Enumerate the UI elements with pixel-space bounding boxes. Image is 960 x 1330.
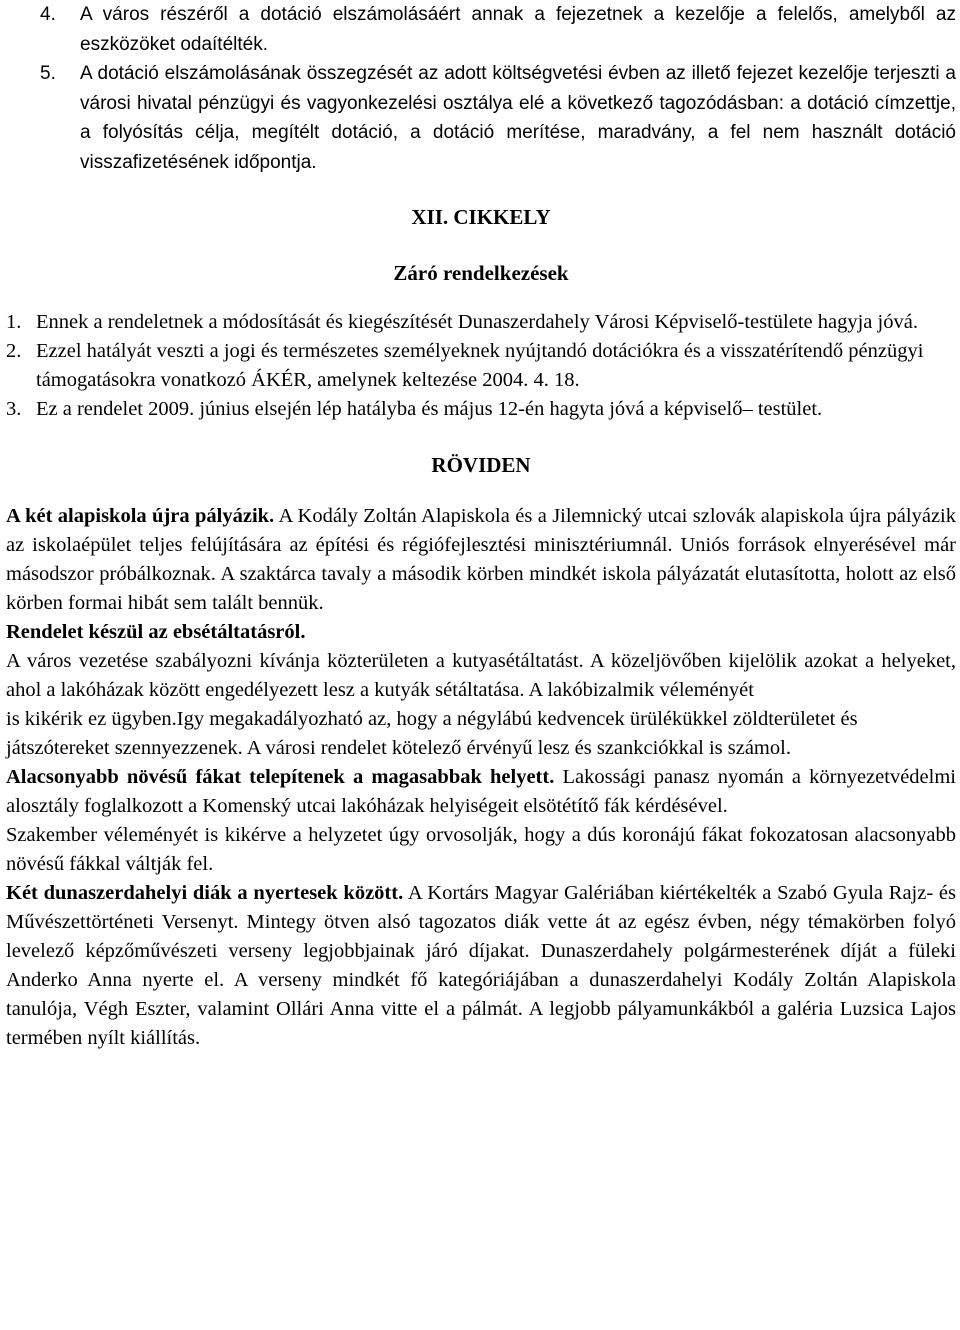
news-paragraph [6, 734, 956, 763]
list-item [6, 59, 956, 177]
news-heading: RÖVIDEN [431, 453, 531, 477]
item-number: 4. [40, 4, 56, 25]
list-item [6, 395, 956, 424]
news-body: Lakossági panasz nyomán a környezetvédelmi alosztály foglalkozott a Komenský utcai lakóházak helyiségeit elsötétítő fák kérdésével. [6, 766, 956, 817]
news-paragraph [6, 618, 956, 647]
news-paragraph [6, 705, 956, 734]
news-headline: Alacsonyabb növésű fákat telepítenek a magasabbak helyett. [6, 766, 555, 788]
news-headline: Rendelet készül az ebsétáltatásról. [6, 621, 306, 643]
item-number: 5. [40, 63, 56, 84]
news-paragraph [6, 502, 956, 618]
item-text: Ezzel hatályát veszti a jogi és természetes személyeknek nyújtandó dotációkra és a visszatérítendő pénzügyi támogatásokra vonatkozó ÁKÉR, amelynek keltezése 2004. 4. 18. [36, 340, 924, 391]
news-paragraph [6, 821, 956, 879]
list-item [6, 337, 956, 395]
document-page [6, 0, 956, 1053]
item-number: 1. [6, 311, 22, 333]
news-paragraph [6, 879, 956, 1053]
item-number: 2. [6, 340, 22, 362]
article-subheading: Záró rendelkezések [393, 261, 569, 285]
section-a [6, 0, 956, 177]
news-headline: A két alapiskola újra pályázik. [6, 505, 275, 527]
news-section [6, 502, 956, 1053]
item-text: Ez a rendelet 2009. június elsején lép hatályba és május 12-én hagyta jóvá a képviselő– testület. [36, 398, 823, 420]
news-body: A Kodály Zoltán Alapiskola és a Jilemnický utcai szlovák alapiskola újra pályázik az iskolaépület teljes felújítására az építési és régiófejlesztési minisztériumnál. Uniós források elnyerésével már másodszor próbálkoznak. A szaktárca tavaly a második körben mindkét iskola pályázatát elutasította, holott az első körben formai hibát sem talált bennük. [6, 505, 956, 614]
item-number: 3. [6, 398, 22, 420]
news-body: A város vezetése szabályozni kívánja közterületen a kutyasétáltatást. A közeljövőben kijelölik azokat a helyeket, ahol a lakóházak között engedélyezett lesz a kutyák sétáltatása. A lakóbizalmik véleményét [6, 650, 956, 701]
news-body: A Kortárs Magyar Galériában kiértékelték a Szabó Gyula Rajz- és Művészettörténeti Versenyt. Mintegy ötven alsó tagozatos diák vette át az egész évben, négy témakörben folyó levelező képzőművészeti verseny legjobbjainak járó díjakat. Dunaszerdahely polgármesterének díját a füleki Anderko Anna nyerte el. A verseny mindkét fő kategóriájában a dunaszerdahelyi Kodály Zoltán Alapiskola tanulója, Végh Eszter, valamint Ollári Anna vitte el a pálmát. A legjobb pályamunkákból a galéria Luzsica Lajos termében nyílt kiállítás. [6, 882, 957, 1049]
article-heading: XII. CIKKELY [411, 205, 551, 229]
news-paragraph [6, 647, 956, 705]
closing-provisions [6, 308, 956, 424]
news-headline: Két dunaszerdahelyi diák a nyertesek között. [6, 882, 404, 904]
list-item [6, 0, 956, 59]
news-paragraph [6, 763, 956, 821]
news-body: is kikérik ez ügyben.Igy megakadályozható az, hogy a négylábú kedvencek ürülékükkel zöldterületet és [6, 708, 858, 730]
news-body: Szakember véleményét is kikérve a helyzetet úgy orvosolják, hogy a dús koronájú fákat fokozatosan alacsonyabb növésű fákkal váltják fel. [6, 824, 956, 875]
item-text: A város részéről a dotáció elszámolásáért annak a fejezetnek a kezelője a felelős, amelyből az eszközöket odaítélték. [80, 4, 956, 55]
list-item [6, 308, 956, 337]
item-text: Ennek a rendeletnek a módosítását és kiegészítését Dunaszerdahely Városi Képviselő-testülete hagyja jóvá. [36, 311, 918, 333]
item-text: A dotáció elszámolásának összegzését az adott költségvetési évben az illető fejezet kezelője terjeszti a városi hivatal pénzügyi és vagyonkezelési osztálya elé a következő tagozódásban: a dotáció címzettje, a folyósítás célja, megítélt dotáció, a dotáció merítése, maradvány, a fel nem használt dotáció visszafizetésének időpontja. [80, 63, 956, 173]
news-body: játszótereket szennyezzenek. A városi rendelet kötelező érvényű lesz és szankciókkal is számol. [6, 737, 791, 759]
